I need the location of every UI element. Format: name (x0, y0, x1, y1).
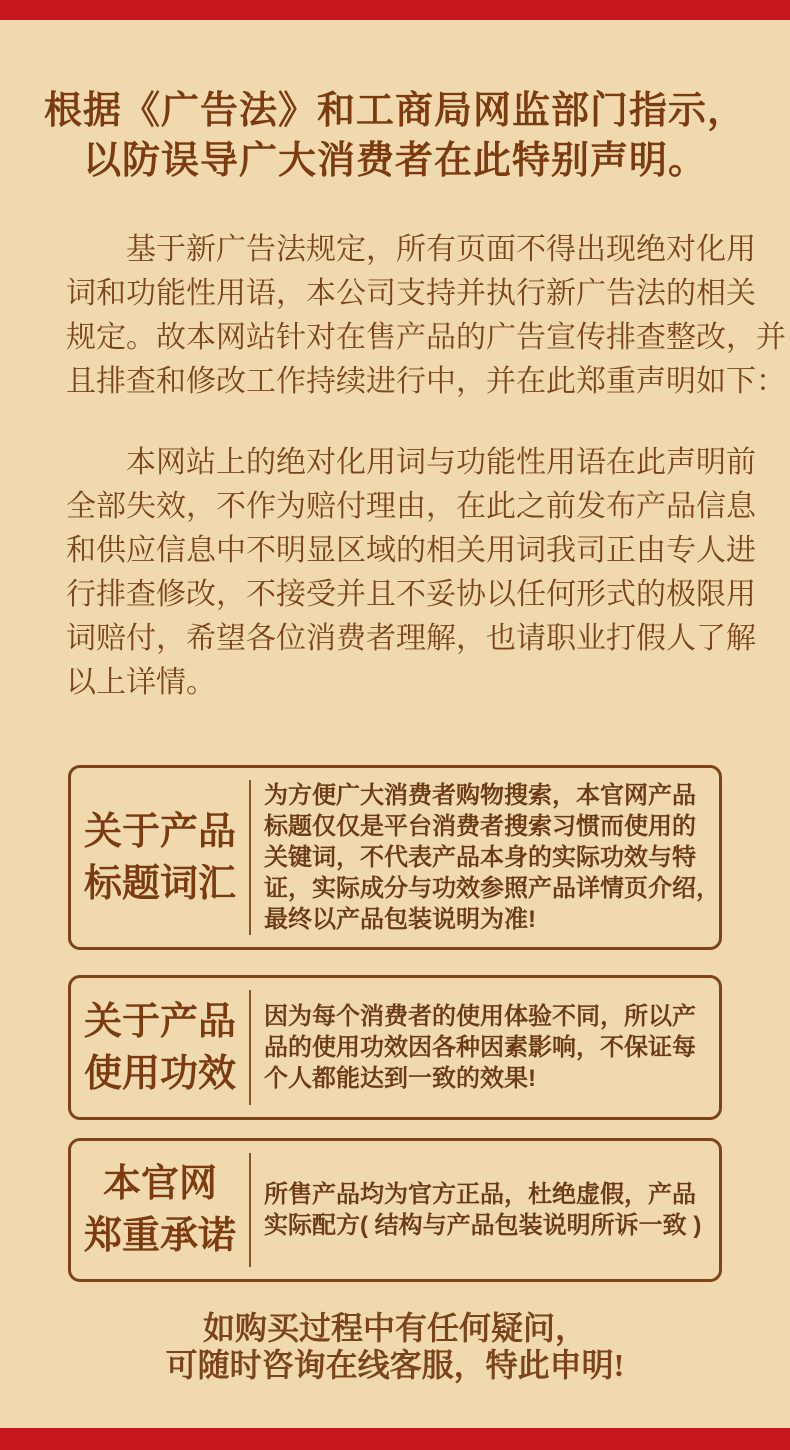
text-line: 标题词汇 (83, 862, 236, 905)
page-title (0, 86, 790, 186)
notice-box-label (71, 1158, 249, 1262)
text-line: 本网站上的绝对化用词与功能性用语在此声明前 (126, 446, 756, 479)
notice-box-text (251, 770, 728, 945)
text-line: 基于新广告法规定，所有页面不得出现绝对化用 (126, 233, 756, 266)
text-line: 关于产品 (83, 810, 236, 853)
text-line: 词和功能性用语，本公司支持并执行新广告法的相关 (66, 277, 756, 310)
text-line: 行排查修改，不接受并且不妥协以任何形式的极限用 (66, 578, 756, 611)
text-line: 品的使用功效因各种因素影响，不保证每 (264, 1034, 696, 1061)
text-line: 关键词，不代表产品本身的实际功效与特 (264, 844, 696, 871)
notice-box-text (251, 991, 719, 1104)
notice-box-text (251, 1169, 719, 1251)
text-line: 以上详情。 (66, 666, 216, 699)
text-line: 最终以产品包装说明为准! (264, 906, 536, 933)
text-line: 词赔付，希望各位消费者理解，也请职业打假人了解 (66, 622, 756, 655)
statement-paragraph-1 (0, 228, 790, 404)
text-line: 个人都能达到一致的效果! (264, 1065, 536, 1092)
text-line: 所售产品均为官方正品，杜绝虚假，产品 (264, 1181, 696, 1208)
text-line: 为方便广大消费者购物搜索，本官网产品 (264, 782, 696, 809)
notice-box-product-effect (68, 975, 722, 1120)
text-line: 因为每个消费者的使用体验不同，所以产 (264, 1003, 696, 1030)
notice-box-official-promise (68, 1138, 722, 1282)
text-line: 证，实际成分与功效参照产品详情页介绍， (264, 875, 720, 902)
text-line: 全部失效，不作为赔付理由，在此之前发布产品信息 (66, 490, 756, 523)
text-line: 标题仅仅是平台消费者搜索习惯而使用的 (264, 813, 696, 840)
text-line: 关于产品 (83, 1000, 236, 1043)
notice-box-product-title-keywords (68, 765, 722, 950)
text-line: 使用功效 (83, 1052, 236, 1095)
statement-paragraph-2 (0, 441, 790, 705)
text-line: 实际配方( 结构与产品包装说明所诉一致 ) (264, 1212, 702, 1239)
text-line: 以防误导广大消费者在此特别声明。 (82, 140, 707, 182)
top-red-bar (0, 0, 790, 20)
footer-note (0, 1310, 790, 1384)
text-line: 郑重承诺 (83, 1215, 236, 1257)
text-line: 且排查和修改工作持续进行中，并在此郑重声明如下： (66, 365, 786, 398)
text-line: 和供应信息中不明显区域的相关用词我司正由专人进 (66, 534, 756, 567)
text-line: 本官网 (102, 1163, 217, 1205)
text-line: 根据《广告法》和工商局网监部门指示， (43, 90, 746, 132)
text-line: 如购买过程中有任何疑问， (202, 1310, 587, 1346)
text-line: 规定。故本网站针对在售产品的广告宣传排查整改，并 (66, 321, 786, 354)
notice-box-label (71, 806, 249, 910)
bottom-red-bar (0, 1428, 790, 1450)
notice-box-label (71, 996, 249, 1100)
text-line: 可随时咨询在线客服，特此申明! (165, 1347, 625, 1383)
